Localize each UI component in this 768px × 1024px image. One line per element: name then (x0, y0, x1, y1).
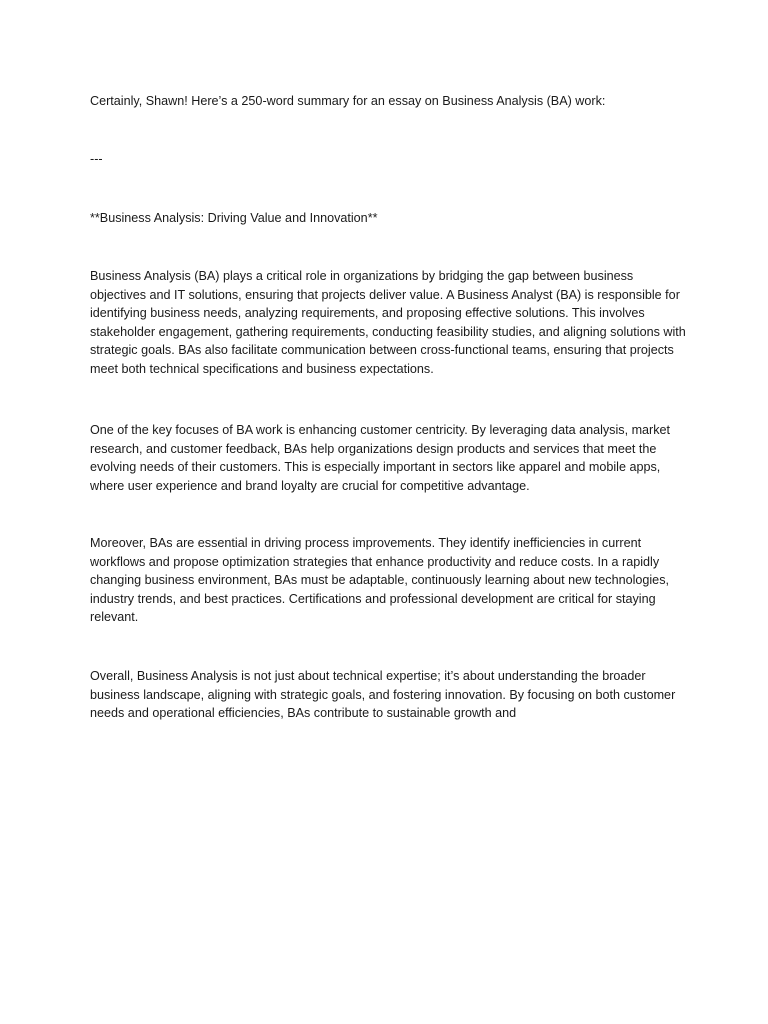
separator-line: --- (90, 152, 103, 166)
paragraph: Moreover, BAs are essential in driving process improvements. They identify inefficiencies in current workflows and propose optimization strategies that enhance productivity and reduce costs. In a rapidly changing business environment, BAs must be adaptable, continuously learning about new technologies, industry trends, and best practices. Certifications and professional development are critical for staying relevant. (90, 536, 669, 625)
paragraph: Business Analysis (BA) plays a critical role in organizations by bridging the gap between business objectives and IT solutions, ensuring that projects deliver value. A Business Analyst (BA) is responsible for identifying business needs, analyzing requirements, and proposing effective solutions. This involves stakeholder engagement, gathering requirements, conducting feasibility studies, and aligning solutions with strategic goals. BAs also facilitate communication between cross-functional teams, ensuring that projects meet both technical specifications and business expectations. (90, 269, 686, 376)
intro-line: Certainly, Shawn! Here’s a 250-word summary for an essay on Business Analysis (BA) work: (90, 94, 606, 108)
paragraph: One of the key focuses of BA work is enhancing customer centricity. By leveraging data analysis, market research, and customer feedback, BAs help organizations design products and services that meet the evolving needs of their customers. This is especially important in sectors like apparel and mobile apps, where user experience and brand loyalty are crucial for competitive advantage. (90, 423, 671, 493)
paragraph: Overall, Business Analysis is not just about technical expertise; it’s about understanding the broader business landscape, aligning with strategic goals, and fostering innovation. By focusing on both customer needs and operational efficiencies, BAs contribute to sustainable growth and (90, 669, 676, 721)
essay-heading: **Business Analysis: Driving Value and Innovation** (90, 211, 378, 225)
